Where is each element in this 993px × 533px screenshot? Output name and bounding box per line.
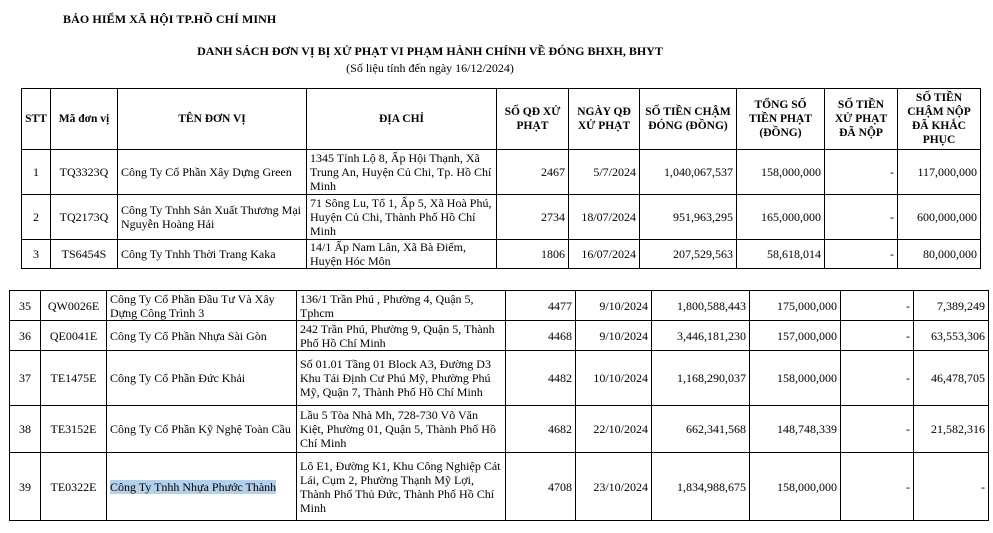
violations-table-bottom: [9, 290, 989, 521]
violations-table-top: [21, 88, 981, 269]
cell-tiencham: 1,040,067,537: [640, 150, 737, 195]
cell-ngayqd: 9/10/2024: [576, 321, 652, 351]
cell-tiencham: 207,529,563: [640, 240, 737, 269]
col-header-tiencham: SỐ TIỀN CHẬM ĐÓNG (ĐỒNG): [640, 89, 737, 150]
cell-ten[interactable]: [107, 453, 297, 521]
cell-tongphat: 58,618,014: [737, 240, 825, 269]
cell-danop: -: [841, 291, 914, 321]
cell-ngayqd: 18/07/2024: [569, 195, 640, 240]
table-row: [22, 240, 981, 269]
cell-ten: Công Ty Cổ Phần Nhựa Sài Gòn: [107, 321, 297, 351]
cell-khacphuc: 117,000,000: [898, 150, 981, 195]
cell-tiencham: 1,800,588,443: [652, 291, 750, 321]
col-header-ngayqd: NGÀY QĐ XỬ PHẠT: [569, 89, 640, 150]
cell-danop: -: [841, 406, 914, 453]
table-row: [22, 195, 981, 240]
table-row: [10, 453, 989, 521]
cell-diachi: 71 Sông Lu, Tổ 1, Ấp 5, Xã Hoà Phú, Huyện Củ Chi, Thành Phố Hồ Chí Minh: [307, 195, 497, 240]
cell-ten: Công Ty Tnhh Sản Xuất Thương Mại Nguyễn Hoàng Hải: [118, 195, 307, 240]
cell-stt: 37: [10, 351, 41, 406]
col-header-danop: SỐ TIỀN XỬ PHẠT ĐÃ NỘP: [825, 89, 898, 150]
cell-tongphat: 148,748,339: [750, 406, 841, 453]
cell-soqd: 4468: [506, 321, 576, 351]
cell-khacphuc: 21,582,316: [914, 406, 989, 453]
cell-diachi: 14/1 Ấp Nam Lân, Xã Bà Điểm, Huyện Hóc Môn: [307, 240, 497, 269]
table-row: [22, 150, 981, 195]
col-header-ten: TÊN ĐƠN VỊ: [118, 89, 307, 150]
table-header-row: [22, 89, 981, 150]
cell-ngayqd: 5/7/2024: [569, 150, 640, 195]
cell-stt: 35: [10, 291, 41, 321]
selected-company-name[interactable]: Công Ty Tnhh Nhựa Phước Thành: [110, 479, 277, 494]
cell-ten: Công Ty Cổ Phần Đầu Tư Và Xây Dựng Công Trình 3: [107, 291, 297, 321]
cell-soqd: 4708: [506, 453, 576, 521]
cell-ngayqd: 16/07/2024: [569, 240, 640, 269]
cell-khacphuc: -: [914, 453, 989, 521]
cell-tongphat: 158,000,000: [737, 150, 825, 195]
document-subtitle: (Số liệu tính đến ngày 16/12/2024): [346, 61, 514, 75]
cell-khacphuc: 600,000,000: [898, 195, 981, 240]
cell-stt: 39: [10, 453, 41, 521]
col-header-diachi: ĐỊA CHỈ: [307, 89, 497, 150]
col-header-tongphat: TỔNG SỐ TIỀN PHẠT (ĐỒNG): [737, 89, 825, 150]
cell-danop: -: [825, 240, 898, 269]
cell-diachi: 242 Trần Phú, Phường 9, Quận 5, Thành Phố Hồ Chí Minh: [297, 321, 506, 351]
cell-stt: 1: [22, 150, 51, 195]
cell-ngayqd: 23/10/2024: [576, 453, 652, 521]
cell-danop: -: [841, 321, 914, 351]
cell-soqd: 1806: [497, 240, 569, 269]
cell-ma: TS6454S: [51, 240, 118, 269]
table-row: [10, 291, 989, 321]
cell-diachi: 136/1 Trần Phú , Phường 4, Quận 5, Tphcm: [297, 291, 506, 321]
cell-stt: 36: [10, 321, 41, 351]
cell-ma: TE0322E: [41, 453, 107, 521]
cell-diachi: Lầu 5 Tòa Nhà Mh, 728-730 Võ Văn Kiệt, Phường 01, Quận 5, Thành Phố Hồ Chí Minh: [297, 406, 506, 453]
col-header-stt: STT: [22, 89, 51, 150]
cell-diachi: Số 01.01 Tầng 01 Block A3, Đường D3 Khu Tái Định Cư Phú Mỹ, Phường Phú Mỹ, Quận 7, Thành Phố Hồ Chí Minh: [297, 351, 506, 406]
cell-ten: Công Ty Cổ Phần Kỹ Nghệ Toàn Cầu: [107, 406, 297, 453]
cell-danop: -: [841, 351, 914, 406]
cell-tongphat: 175,000,000: [750, 291, 841, 321]
cell-ten: Công Ty Cổ Phần Đức Khải: [107, 351, 297, 406]
cell-danop: -: [825, 150, 898, 195]
cell-ma: TE1475E: [41, 351, 107, 406]
cell-soqd: 4482: [506, 351, 576, 406]
col-header-ma: Mã đơn vị: [51, 89, 118, 150]
cell-tongphat: 158,000,000: [750, 351, 841, 406]
cell-ten: Công Ty Tnhh Thời Trang Kaka: [118, 240, 307, 269]
cell-tongphat: 165,000,000: [737, 195, 825, 240]
cell-soqd: 2467: [497, 150, 569, 195]
cell-soqd: 2734: [497, 195, 569, 240]
cell-tiencham: 1,168,290,037: [652, 351, 750, 406]
cell-khacphuc: 46,478,705: [914, 351, 989, 406]
cell-ngayqd: 9/10/2024: [576, 291, 652, 321]
organization-name: BẢO HIỂM XÃ HỘI TP.HỒ CHÍ MINH: [63, 12, 277, 26]
cell-tiencham: 1,834,988,675: [652, 453, 750, 521]
cell-soqd: 4682: [506, 406, 576, 453]
cell-ngayqd: 22/10/2024: [576, 406, 652, 453]
cell-danop: -: [841, 453, 914, 521]
cell-ma: TQ3323Q: [51, 150, 118, 195]
cell-tiencham: 3,446,181,230: [652, 321, 750, 351]
cell-diachi: Lô E1, Đường K1, Khu Công Nghiệp Cát Lái, Cụm 2, Phường Thạnh Mỹ Lợi, Thành Phố Thủ Đức, Thành Phố Hồ Chí Minh: [297, 453, 506, 521]
cell-tongphat: 158,000,000: [750, 453, 841, 521]
cell-ma: TQ2173Q: [51, 195, 118, 240]
cell-soqd: 4477: [506, 291, 576, 321]
cell-khacphuc: 63,553,306: [914, 321, 989, 351]
cell-stt: 3: [22, 240, 51, 269]
cell-ma: QW0026E: [41, 291, 107, 321]
col-header-soqd: SỐ QĐ XỬ PHẠT: [497, 89, 569, 150]
cell-ten: Công Ty Cổ Phần Xây Dựng Green: [118, 150, 307, 195]
table-row: [10, 351, 989, 406]
cell-khacphuc: 80,000,000: [898, 240, 981, 269]
col-header-khacphuc: SỐ TIỀN CHẬM NỘP ĐÃ KHẮC PHỤC: [898, 89, 981, 150]
cell-ngayqd: 10/10/2024: [576, 351, 652, 406]
table-row: [10, 406, 989, 453]
document-title: DANH SÁCH ĐƠN VỊ BỊ XỬ PHẠT VI PHẠM HÀNH CHÍNH VỀ ĐÓNG BHXH, BHYT: [197, 44, 663, 58]
cell-ma: QE0041E: [41, 321, 107, 351]
cell-khacphuc: 7,389,249: [914, 291, 989, 321]
cell-ma: TE3152E: [41, 406, 107, 453]
cell-stt: 38: [10, 406, 41, 453]
cell-danop: -: [825, 195, 898, 240]
cell-tiencham: 951,963,295: [640, 195, 737, 240]
cell-tongphat: 157,000,000: [750, 321, 841, 351]
cell-stt: 2: [22, 195, 51, 240]
cell-diachi: 1345 Tỉnh Lộ 8, Ấp Hội Thạnh, Xã Trung An, Huyện Củ Chi, Tp. Hồ Chí Minh: [307, 150, 497, 195]
cell-tiencham: 662,341,568: [652, 406, 750, 453]
table-row: [10, 321, 989, 351]
